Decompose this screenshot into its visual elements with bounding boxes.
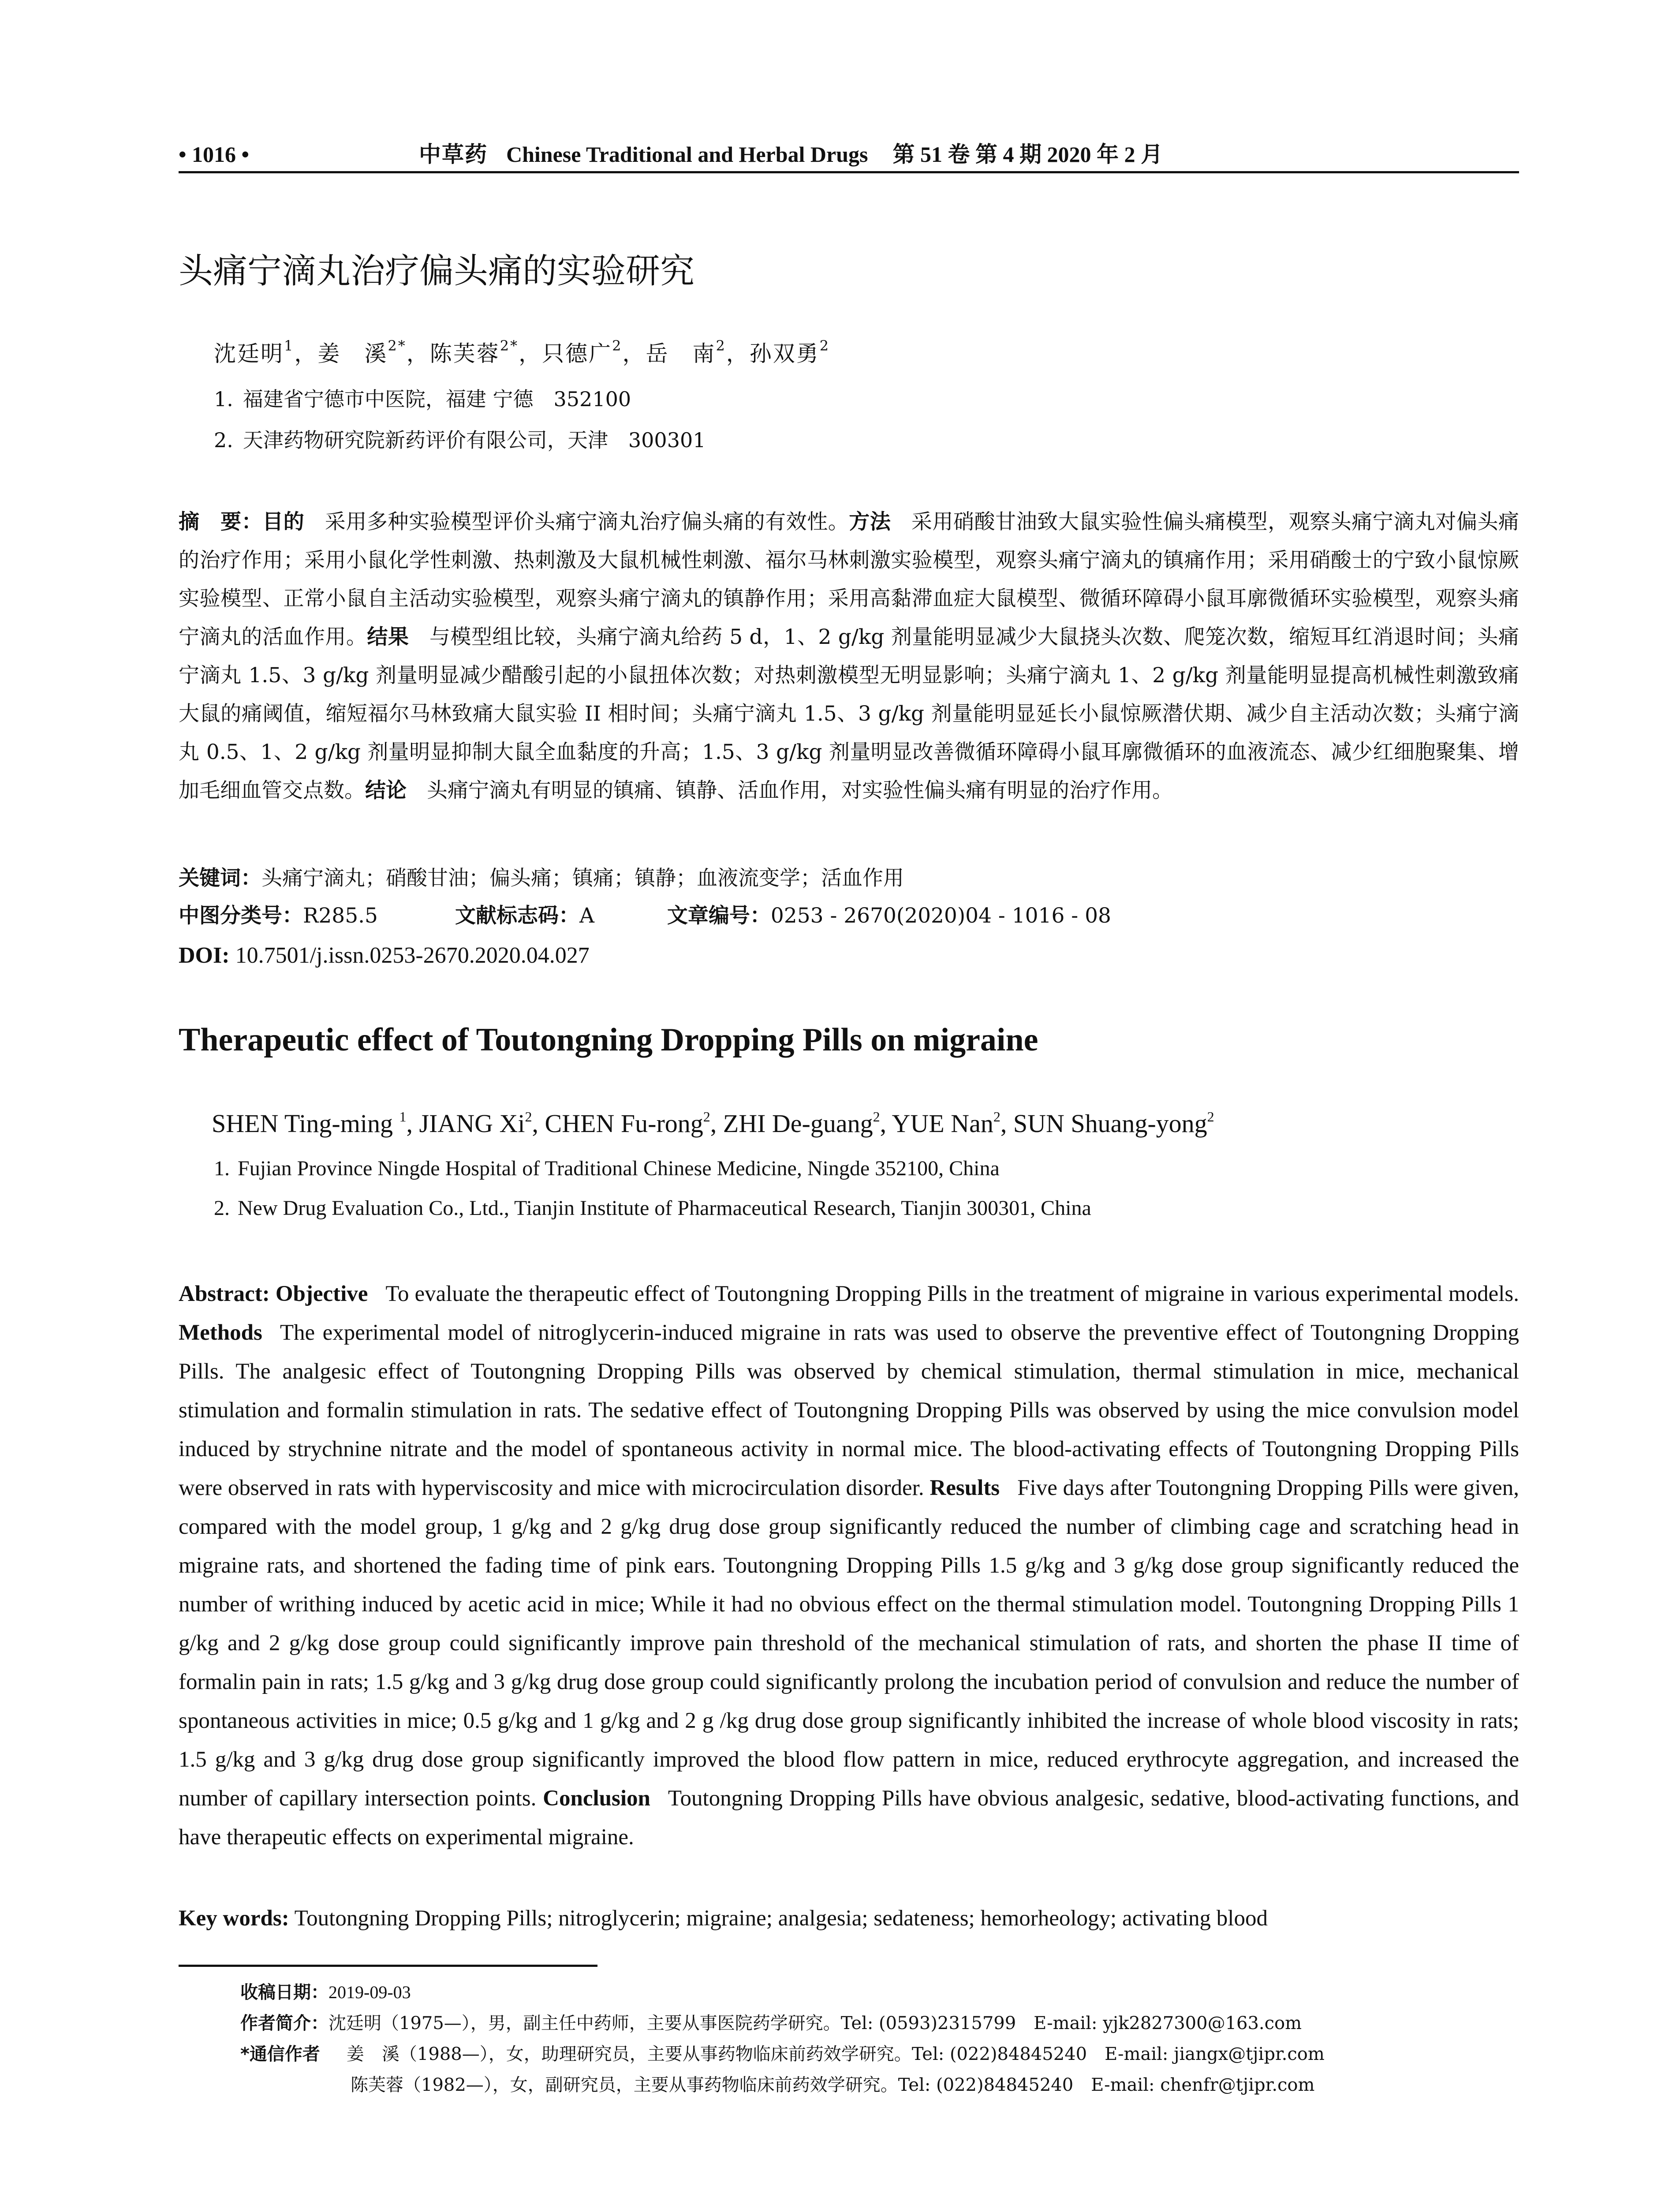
methods-text: The experimental model of nitroglycerin-induced migraine in rats was used to observe the preventive effect of Toutongning Dropping Pills. The analgesic effect of Toutongning Dropping Pills was observed by chemical stimulation, thermal stimulation in mice, mechanical stimulation and formalin stimulation in rats. The sedative effect of Toutongning Dropping Pills was observed by using the mice convulsion model induced by strychnine nitrate and the model of spontaneous activity in normal mice. The blood-activating effects of Toutongning Dropping Pills were observed in rats with hyperviscosity and mice with microcirculation disorder. — [179, 1320, 1519, 1500]
author-name: 只德广 — [542, 341, 612, 366]
author-affil-mark: 2 — [873, 1109, 880, 1125]
objective-label: 目的 — [262, 510, 305, 534]
chinese-affiliation — [214, 386, 631, 412]
author-affil-mark: 2* — [388, 337, 407, 354]
journal-name-cn: 中草药 — [419, 141, 488, 167]
corresponding-author-2 — [351, 2073, 1314, 2097]
conclusion-label: 结论 — [365, 778, 407, 803]
doc-code-label: 文献标志码： — [455, 904, 579, 928]
corresponding-text: 姜 溪（1988—），女，助理研究员，主要从事药物临床前药效学研究。Tel: (022)84845240 E-mail: jiangx@tjipr.com — [346, 2044, 1325, 2064]
author-name: 沈廷明 — [214, 341, 284, 366]
author-name: ZHI De-guang — [723, 1109, 873, 1138]
english-authors: SHEN Ting-ming $^1$, JIANG Xi$^2$, CHEN Fu-rong$^2$, ZHI De-guang$^2$, YUE Nan$^2$, SUN Shuang-yong$^2$ — [212, 1109, 1214, 1138]
doi-line — [179, 942, 590, 970]
affiliation-text: Fujian Province Ningde Hospital of Traditional Chinese Medicine, Ningde 352100, China — [238, 1157, 1000, 1180]
keywords-text: 头痛宁滴丸；硝酸甘油；偏头痛；镇痛；镇静；血液流变学；活血作用 — [261, 866, 904, 890]
methods-label: 方法 — [849, 510, 891, 534]
affiliation-text: New Drug Evaluation Co., Ltd., Tianjin Institute of Pharmaceutical Research, Tianjin 300301, China — [238, 1196, 1091, 1220]
corresponding-text: 陈芙蓉（1982—），女，副研究员，主要从事药物临床前药效学研究。Tel: (022)84845240 E-mail: chenfr@tjipr.com — [351, 2075, 1315, 2095]
author-affil-mark: 2 — [716, 337, 726, 354]
clc-value: R285.5 — [303, 904, 378, 928]
affiliation-text: 福建省宁德市中医院，福建 宁德 352100 — [243, 387, 631, 411]
english-affiliation — [214, 1155, 1000, 1182]
author-name: SHEN Ting-ming — [212, 1109, 399, 1138]
conclusion-label: Conclusion — [543, 1786, 650, 1811]
methods-text: 采用硝酸甘油致大鼠实验性偏头痛模型，观察头痛宁滴丸对偏头痛的治疗作用；采用小鼠化学性刺激、热刺激及大鼠机械性刺激、福尔马林刺激实验模型，观察头痛宁滴丸的镇痛作用；采用硝酸士的宁致小鼠惊厥实验模型、正常小鼠自主活动实验模型，观察头痛宁滴丸的镇静作用；采用高黏滞血症大鼠模型、微循环障碍小鼠耳廓微循环实验模型，观察头痛宁滴丸的活血作用。 — [179, 510, 1519, 649]
article-no-value: 0253 - 2670(2020)04 - 1016 - 08 — [770, 904, 1111, 928]
author-affil-mark: 2* — [500, 337, 519, 354]
author-affil-mark: 2 — [612, 337, 623, 354]
chinese-keywords — [179, 864, 904, 893]
abstract-label: Abstract: — [179, 1282, 270, 1306]
author-affil-mark: 2 — [1207, 1109, 1214, 1125]
conclusion-text: 头痛宁滴丸有明显的镇痛、镇静、活血作用，对实验性偏头痛有明显的治疗作用。 — [427, 778, 1173, 803]
keywords-text: Toutongning Dropping Pills; nitroglycerin; migraine; analgesia; sedateness; hemorheology; activating blood — [294, 1906, 1268, 1931]
author-affil-mark: 2 — [525, 1109, 532, 1125]
received-value: 2019-09-03 — [329, 1982, 411, 2002]
methods-label: Methods — [179, 1320, 262, 1345]
author-name: JIANG Xi — [419, 1109, 525, 1138]
author-name: 岳 南 — [646, 341, 716, 366]
corresponding-author — [240, 2042, 1325, 2067]
article-no-label: 文章编号： — [667, 904, 771, 928]
results-text: Five days after Toutongning Dropping Pills were given, compared with the model group, 1 g/kg and 2 g/kg drug dose group significantly reduced the number of climbing cage and scratching head in migraine rats, and shortened the fading time of pink ears. Toutongning Dropping Pills 1.5 g/kg and 3 g/kg dose group significantly reduced the number of writhing induced by acetic acid in mice; While it had no obvious effect on the thermal stimulation model. Toutongning Dropping Pills 1 g/kg and 2 g/kg dose group could significantly improve pain threshold of the mechanical stimulation of rats, and shorten the phase II time of formalin pain in rats; 1.5 g/kg and 3 g/kg drug dose group could significantly prolong the incubation period of convulsion and reduce the number of spontaneous activities in mice; 0.5 g/kg and 1 g/kg and 2 g /kg drug dose group significantly inhibited the increase of whole blood viscosity in rats; 1.5 g/kg and 3 g/kg drug dose group significantly improved the blood flow pattern in mice, reduced erythrocyte aggregation, and increased the number of capillary intersection points. — [179, 1476, 1519, 1811]
author-name: YUE Nan — [892, 1109, 993, 1138]
doi-label: DOI: — [179, 943, 230, 968]
journal-name-en: Chinese Traditional and Herbal Drugs — [506, 142, 868, 167]
clc-label: 中图分类号： — [179, 904, 303, 928]
author-affil-mark: 2 — [819, 337, 830, 354]
author-bio-text: 沈廷明（1975—），男，副主任中药师，主要从事医院药学研究。Tel: (0593)2315799 E-mail: yjk2827300@163.com — [329, 2013, 1302, 2033]
affiliation-number: 1. — [214, 1157, 230, 1180]
author-name: SUN Shuang-yong — [1013, 1109, 1207, 1138]
affiliation-number: 2. — [214, 428, 233, 452]
results-label: Results — [930, 1476, 1000, 1500]
english-title: Therapeutic effect of Toutongning Dropping Pills on migraine — [179, 1022, 1038, 1058]
author-name: 姜 溪 — [317, 341, 388, 366]
keywords-label: Key words: — [179, 1906, 289, 1931]
doi-value: 10.7501/j.issn.0253-2670.2020.04.027 — [235, 943, 590, 968]
journal-name — [419, 140, 1163, 168]
doc-code-value: A — [579, 904, 594, 928]
author-affil-mark: 2 — [993, 1109, 1001, 1125]
results-text: 与模型组比较，头痛宁滴丸给药 5 d，1、2 g/kg 剂量能明显减少大鼠挠头次数、爬笼次数，缩短耳红消退时间；头痛宁滴丸 1.5、3 g/kg 剂量明显减少醋酸引起的小鼠扭体次数；对热刺激模型无明显影响；头痛宁滴丸 1、2 g/kg 剂量能明显提高机械性刺激致痛大鼠的痛阈值，缩短福尔马林致痛大鼠实验 II 相时间；头痛宁滴丸 1.5、3 g/kg 剂量能明显延长小鼠惊厥潜伏期、减少自主活动次数；头痛宁滴丸 0.5、1、2 g/kg 剂量明显抑制大鼠全血黏度的升高；1.5、3 g/kg 剂量明显改善微循环障碍小鼠耳廓微循环的血液流态、减少红细胞聚集、增加毛细血管交点数。 — [179, 625, 1519, 803]
objective-text: To evaluate the therapeutic effect of Toutongning Dropping Pills in the treatment of migraine in various experimental models. — [385, 1282, 1519, 1306]
affiliation-number: 1. — [214, 387, 233, 411]
affiliation-number: 2. — [214, 1196, 230, 1220]
issue-info: 第 51 卷 第 4 期 2020 年 2 月 — [892, 142, 1163, 167]
author-affil-mark: 1 — [284, 337, 295, 354]
chinese-abstract — [179, 503, 1519, 810]
author-name: CHEN Fu-rong — [545, 1109, 703, 1138]
chinese-authors: 沈廷明$^1$，姜 溪$^{2*}$，陈芙蓉$^{2*}$，只德广$^2$，岳 南$^2$，孙双勇$^2$ — [214, 337, 830, 366]
author-affil-mark: 1 — [399, 1109, 407, 1125]
english-abstract — [179, 1274, 1519, 1857]
author-name: 陈芙蓉 — [429, 341, 500, 366]
received-label: 收稿日期： — [240, 1982, 329, 2003]
results-label: 结果 — [367, 625, 409, 649]
english-affiliation — [214, 1195, 1091, 1222]
affiliation-text: 天津药物研究院新药评价有限公司，天津 300301 — [243, 428, 706, 452]
objective-text: 采用多种实验模型评价头痛宁滴丸治疗偏头痛的有效性。 — [325, 510, 849, 534]
classification-line — [179, 902, 1111, 930]
conclusion-text: Toutongning Dropping Pills have obvious analgesic, sedative, blood-activating functions, and have therapeutic effects on experimental migraine. — [179, 1786, 1519, 1850]
chinese-affiliation — [214, 427, 706, 453]
author-bio-label: 作者简介： — [240, 2013, 329, 2033]
corresponding-label: *通信作者 — [240, 2044, 320, 2064]
page-number: • 1016 • — [179, 142, 250, 167]
running-header — [179, 140, 1519, 173]
author-name: 孙双勇 — [749, 341, 820, 366]
received-date — [240, 1980, 411, 2005]
abstract-label: 摘 要： — [179, 510, 263, 534]
english-keywords — [179, 1903, 1519, 1934]
chinese-title: 头痛宁滴丸治疗偏头痛的实验研究 — [179, 251, 695, 291]
author-affil-mark: 2 — [703, 1109, 710, 1125]
author-bio — [240, 2011, 1302, 2036]
keywords-label: 关键词： — [179, 866, 261, 890]
objective-label: Objective — [275, 1282, 368, 1306]
footnote-divider — [179, 1965, 597, 1967]
